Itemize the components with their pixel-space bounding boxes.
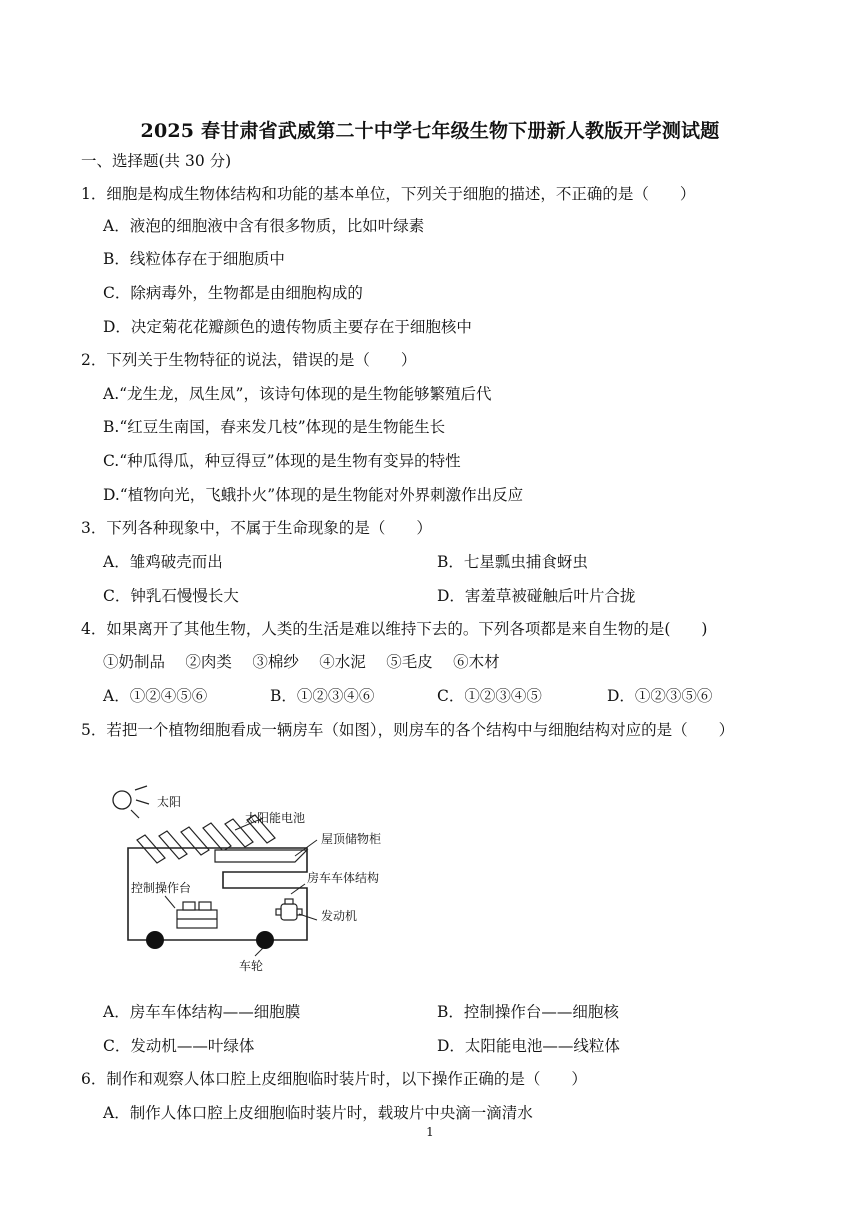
- question-5-option-b: B．控制操作台——细胞核: [437, 1003, 619, 1021]
- question-4-option-c: C．①②③④⑤: [437, 687, 542, 705]
- sun-icon: [113, 786, 149, 818]
- question-6-option-a: A．制作人体口腔上皮细胞临时装片时，载玻片中央滴一滴清水: [103, 1104, 533, 1122]
- label-engine: 发动机: [321, 909, 358, 923]
- question-3-option-d: D．害羞草被碰触后叶片合拢: [437, 587, 636, 605]
- question-2-option-d: D.“植物向光，飞蛾扑火”体现的是生物能对外界刺激作出反应: [103, 486, 524, 504]
- question-5-option-d: D．太阳能电池——线粒体: [437, 1037, 620, 1055]
- roof-cabinet-icon: [215, 850, 307, 862]
- question-3-option-a: A．雏鸡破壳而出: [103, 553, 223, 571]
- question-4-option-a: A．①②④⑤⑥: [103, 687, 208, 705]
- wheel-front-icon: [146, 931, 164, 949]
- question-5-option-a: A．房车车体结构——细胞膜: [103, 1003, 301, 1021]
- question-4-option-d: D．①②③⑤⑥: [607, 687, 713, 705]
- section-heading: 一、选择题(共 30 分): [81, 152, 232, 170]
- question-1-option-d: D．决定菊花花瓣颜色的遗传物质主要存在于细胞核中: [103, 318, 472, 336]
- question-1-option-a: A．液泡的细胞液中含有很多物质，比如叶绿素: [103, 217, 425, 235]
- question-4-stem: 4．如果离开了其他生物，人类的生活是难以维持下去的。下列各项都是来自生物的是( ): [81, 620, 708, 638]
- label-solar: 太阳能电池: [245, 811, 306, 825]
- wheel-rear-icon: [256, 931, 274, 949]
- label-console: 控制操作台: [131, 881, 192, 895]
- rv-cell-diagram: [95, 770, 435, 980]
- question-2-option-a: A.“龙生龙，凤生凤”，该诗句体现的是生物能够繁殖后代: [103, 385, 492, 403]
- question-2-option-b: B.“红豆生南国，春来发几枝”体现的是生物能生长: [103, 418, 446, 436]
- question-6-stem: 6．制作和观察人体口腔上皮细胞临时装片时，以下操作正确的是（ ）: [81, 1070, 587, 1088]
- question-3-option-c: C．钟乳石慢慢长大: [103, 587, 239, 605]
- page-title: 2025 春甘肃省武威第二十中学七年级生物下册新人教版开学测试题: [140, 120, 720, 142]
- label-wheel: 车轮: [239, 959, 264, 973]
- question-1-stem: 1．细胞是构成生物体结构和功能的基本单位，下列关于细胞的描述，不正确的是（ ）: [81, 185, 696, 203]
- question-5-option-c: C．发动机——叶绿体: [103, 1037, 255, 1055]
- page-number: 1: [426, 1125, 434, 1139]
- question-5-stem: 5．若把一个植物细胞看成一辆房车（如图），则房车的各个结构中与细胞结构对应的是（ ）: [81, 721, 735, 739]
- label-sun: 太阳: [157, 795, 182, 809]
- question-3-option-b: B．七星瓢虫捕食蚜虫: [437, 553, 588, 571]
- question-2-option-c: C.“种瓜得瓜，种豆得豆”体现的是生物有变异的特性: [103, 452, 461, 470]
- question-4-items: ①奶制品 ②肉类 ③棉纱 ④水泥 ⑤毛皮 ⑥木材: [103, 653, 500, 671]
- question-2-stem: 2．下列关于生物特征的说法，错误的是（ ）: [81, 351, 417, 369]
- label-body: 房车车体结构: [307, 871, 380, 885]
- question-4-option-b: B．①②③④⑥: [270, 687, 375, 705]
- label-cabinet: 屋顶储物柜: [321, 832, 382, 846]
- question-1-option-b: B．线粒体存在于细胞质中: [103, 250, 285, 268]
- question-3-stem: 3．下列各种现象中，不属于生命现象的是（ ）: [81, 519, 432, 537]
- console-icon: [177, 902, 217, 928]
- question-1-option-c: C．除病毒外，生物都是由细胞构成的: [103, 284, 363, 302]
- engine-icon: [276, 899, 302, 920]
